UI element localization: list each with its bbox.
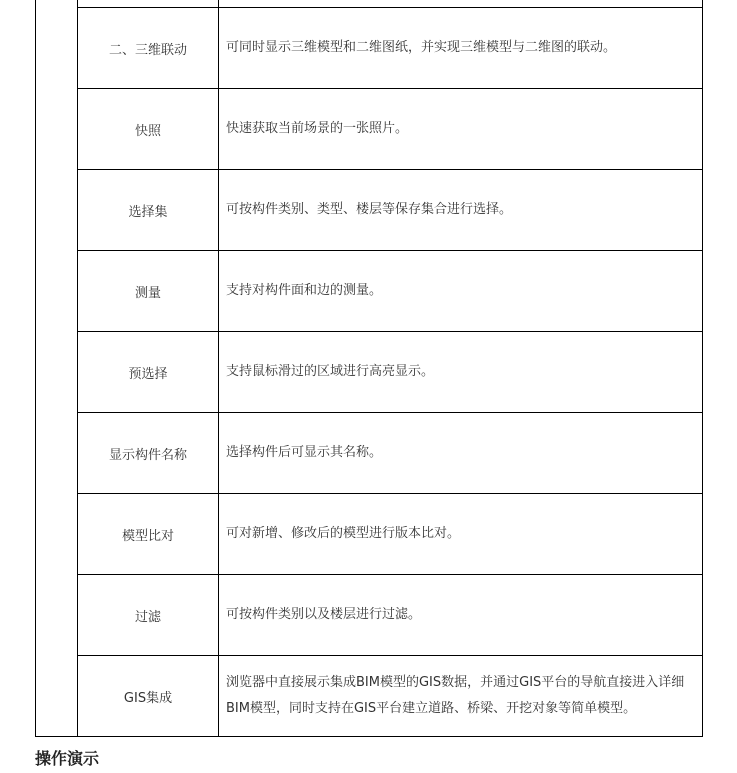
table-row — [36, 413, 703, 494]
feature-name: 快照 — [78, 89, 219, 170]
feature-description: 可按构件类别、类型、楼层等保存集合进行选择。 — [219, 170, 703, 251]
feature-description: 选择构件后可显示其名称。 — [219, 413, 703, 494]
feature-description — [219, 0, 703, 8]
feature-name: 显示构件名称 — [78, 413, 219, 494]
feature-description: 可同时显示三维模型和二维图纸，并实现三维模型与二维图的联动。 — [219, 8, 703, 89]
table-row — [36, 494, 703, 575]
feature-name: 模型比对 — [78, 494, 219, 575]
feature-name: 预选择 — [78, 332, 219, 413]
section-heading: 操作演示 — [35, 749, 100, 768]
group-cell — [36, 0, 78, 737]
feature-description: 可对新增、修改后的模型进行版本比对。 — [219, 494, 703, 575]
feature-description: 可按构件类别以及楼层进行过滤。 — [219, 575, 703, 656]
feature-name: 选择集 — [78, 170, 219, 251]
feature-name: GIS集成 — [78, 656, 219, 737]
feature-name: 过滤 — [78, 575, 219, 656]
feature-description: 支持鼠标滑过的区域进行高亮显示。 — [219, 332, 703, 413]
table-row — [36, 0, 703, 8]
feature-name: 测量 — [78, 251, 219, 332]
feature-table — [35, 0, 703, 737]
table-row — [36, 575, 703, 656]
table-row — [36, 170, 703, 251]
table-row — [36, 89, 703, 170]
table-row — [36, 656, 703, 737]
table-row — [36, 8, 703, 89]
table-row — [36, 251, 703, 332]
feature-description: 支持对构件面和边的测量。 — [219, 251, 703, 332]
feature-description: 快速获取当前场景的一张照片。 — [219, 89, 703, 170]
feature-name: 二、三维联动 — [78, 8, 219, 89]
feature-description: 浏览器中直接展示集成BIM模型的GIS数据，并通过GIS平台的导航直接进入详细BIM模型，同时支持在GIS平台建立道路、桥梁、开挖对象等简单模型。 — [219, 656, 703, 737]
feature-name — [78, 0, 219, 8]
table-row — [36, 332, 703, 413]
